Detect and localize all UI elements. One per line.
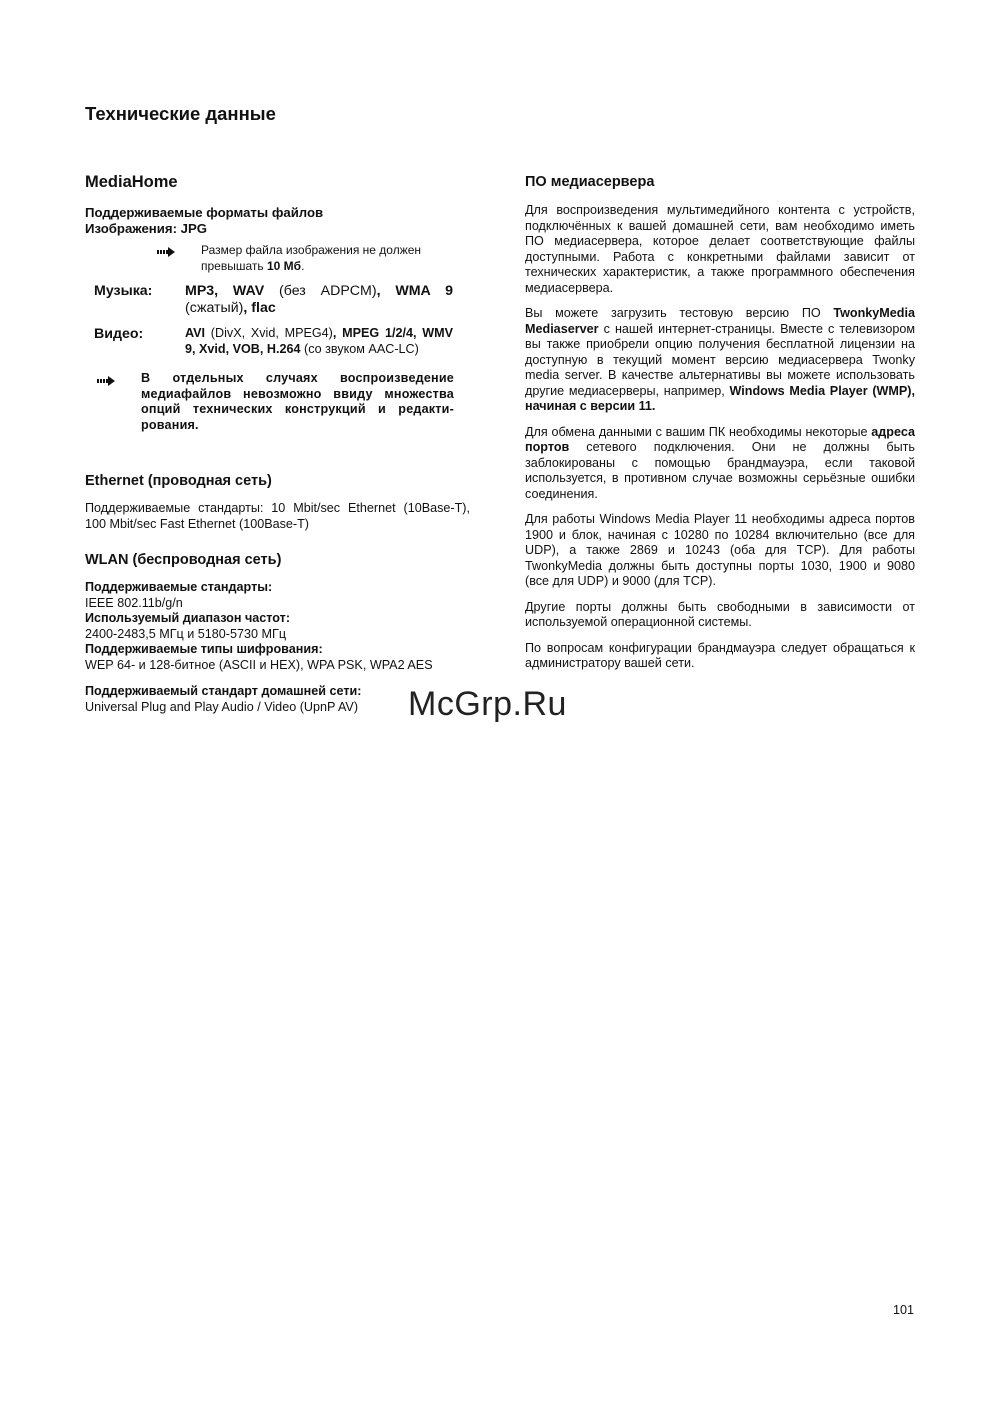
- music-p3: , WMA 9: [376, 283, 453, 299]
- video-label: Видео:: [94, 326, 144, 342]
- wlan-encryption-value: WEP 64- и 128-битное (ASCII и HEX), WPA PSK, WPA2 AES: [85, 657, 433, 672]
- video-formats-row: [94, 326, 470, 357]
- paragraph-3-a: Для обмена данными с вашим ПК необходимы некоторые: [525, 424, 872, 439]
- paragraph-6: По вопросам конфигурации брандмауэра следует обращаться к администратору вашей сети.: [525, 640, 915, 670]
- video-p4: (со звуком AAC-LC): [300, 341, 419, 356]
- music-p1: MP3, WAV: [185, 283, 265, 299]
- ethernet-text: Поддерживаемые стандарты: 10 Mbit/sec Ethernet (10Base-T), 100 Mbit/sec Fast Ethernet (100Base-T): [85, 501, 470, 531]
- wlan-frequency-value: 2400-2483,5 МГц и 5180-5730 МГц: [85, 626, 287, 641]
- paragraph-3: [525, 425, 915, 503]
- pointing-arrow-icon: [157, 246, 177, 258]
- music-p4: (сжатый): [185, 300, 244, 316]
- ethernet-heading: Ethernet (проводная сеть): [85, 473, 272, 489]
- playback-warning: [85, 371, 470, 433]
- watermark: McGrp.Ru: [408, 685, 567, 723]
- paragraph-5: Другие порты должны быть свободными в зависимости от используемой операционной системы.: [525, 599, 915, 629]
- left-column: [85, 172, 470, 715]
- music-formats: [185, 283, 453, 317]
- port-addresses: адреса портов: [525, 424, 915, 454]
- page-number: 101: [893, 1303, 915, 1317]
- paragraph-3-c: сетевого подключения. Они не должны быть заблокированы с помощью брандмауэра, если таковой используется, в противном случае возможны серьёзные ошибки соединения.: [525, 440, 915, 501]
- wlan-frequency-label: Используемый диапазон частот:: [85, 611, 291, 625]
- formats-title: Поддерживаемые форматы файлов: [85, 205, 324, 220]
- image-size-note: [85, 243, 470, 274]
- music-p5: , flac: [243, 300, 276, 316]
- media-server-heading: ПО медиасервера: [525, 174, 655, 190]
- home-network-value: Universal Plug and Play Audio / Video (UpnP AV): [85, 699, 359, 714]
- page-title: Технические данные: [85, 103, 276, 124]
- paragraph-2-a: Вы можете загрузить тестовую версию ПО: [525, 306, 834, 320]
- paragraph-2-c: с нашей интернет-страницы. Вместе с телевизором вы также приобрели опцию получения бесплатной лицензии на доступную в текущий момент версию медиасервера Twonky media server. В качестве альтернативы вы можете использовать другие медиасерверы, например,: [525, 321, 915, 398]
- music-p2: (без ADPCM): [264, 283, 377, 299]
- images-format: Изображения: JPG: [85, 221, 208, 236]
- wlan-heading: WLAN (беспроводная сеть): [85, 552, 282, 568]
- wlan-encryption-label: Поддерживаемые типы шифрования:: [85, 642, 323, 656]
- wlan-standards-value: IEEE 802.11b/g/n: [85, 595, 183, 610]
- wmp-name: Windows Media Player (WMP), начиная с версии 11.: [525, 383, 915, 413]
- pointing-arrow-icon: [97, 375, 117, 387]
- music-label: Музыка:: [94, 283, 153, 299]
- wlan-standards-label: Поддерживаемые стандарты:: [85, 580, 273, 594]
- home-network-label: Поддерживаемый стандарт домашней сети:: [85, 684, 362, 698]
- video-p2: (DivX, Xvid, MPEG4): [205, 326, 333, 340]
- music-formats-row: [94, 283, 470, 317]
- paragraph-4: Для работы Windows Media Player 11 необходимы адреса портов 1900 и блок, начиная с 10280 по 10284 включительно (все для UDP), а также 2869 и 10243 (оба для TCP). Для работы TwonkyMedia должны быть доступны порты 1030, 1900 и 9080 (все для UDP) и 9000 (для TCP).: [525, 512, 915, 588]
- video-p1: AVI: [185, 326, 206, 340]
- twonky-name: TwonkyMedia Mediaserver: [525, 306, 915, 336]
- playback-warning-text: В отдельных случаях воспроизведение медиафайлов невозможно ввиду множества опций технических конструкций и редакти-рования.: [141, 371, 454, 432]
- paragraph-1: Для воспроизведения мультимедийного контента с устройств, подключённых к вашей домашней сети, вам необходимо иметь ПО медиасервера, которое делает соответствующие файлы доступными. Работа с конкретными файлами зависит от технических характеристик, а также программного обеспечения медиасервера.: [525, 203, 915, 295]
- image-note-end: .: [301, 258, 305, 273]
- mediahome-heading: MediaHome: [85, 173, 178, 191]
- image-note-text: Размер файла изображения не должен превышать: [201, 243, 422, 273]
- image-size-note-text: [201, 243, 446, 274]
- video-p3: , MPEG 1/2/4, WMV 9, Xvid, VOB, H.264: [185, 326, 453, 356]
- image-note-limit: 10 Мб: [266, 258, 302, 273]
- paragraph-2: [525, 306, 915, 415]
- right-column: [525, 172, 915, 672]
- video-formats: [185, 326, 453, 357]
